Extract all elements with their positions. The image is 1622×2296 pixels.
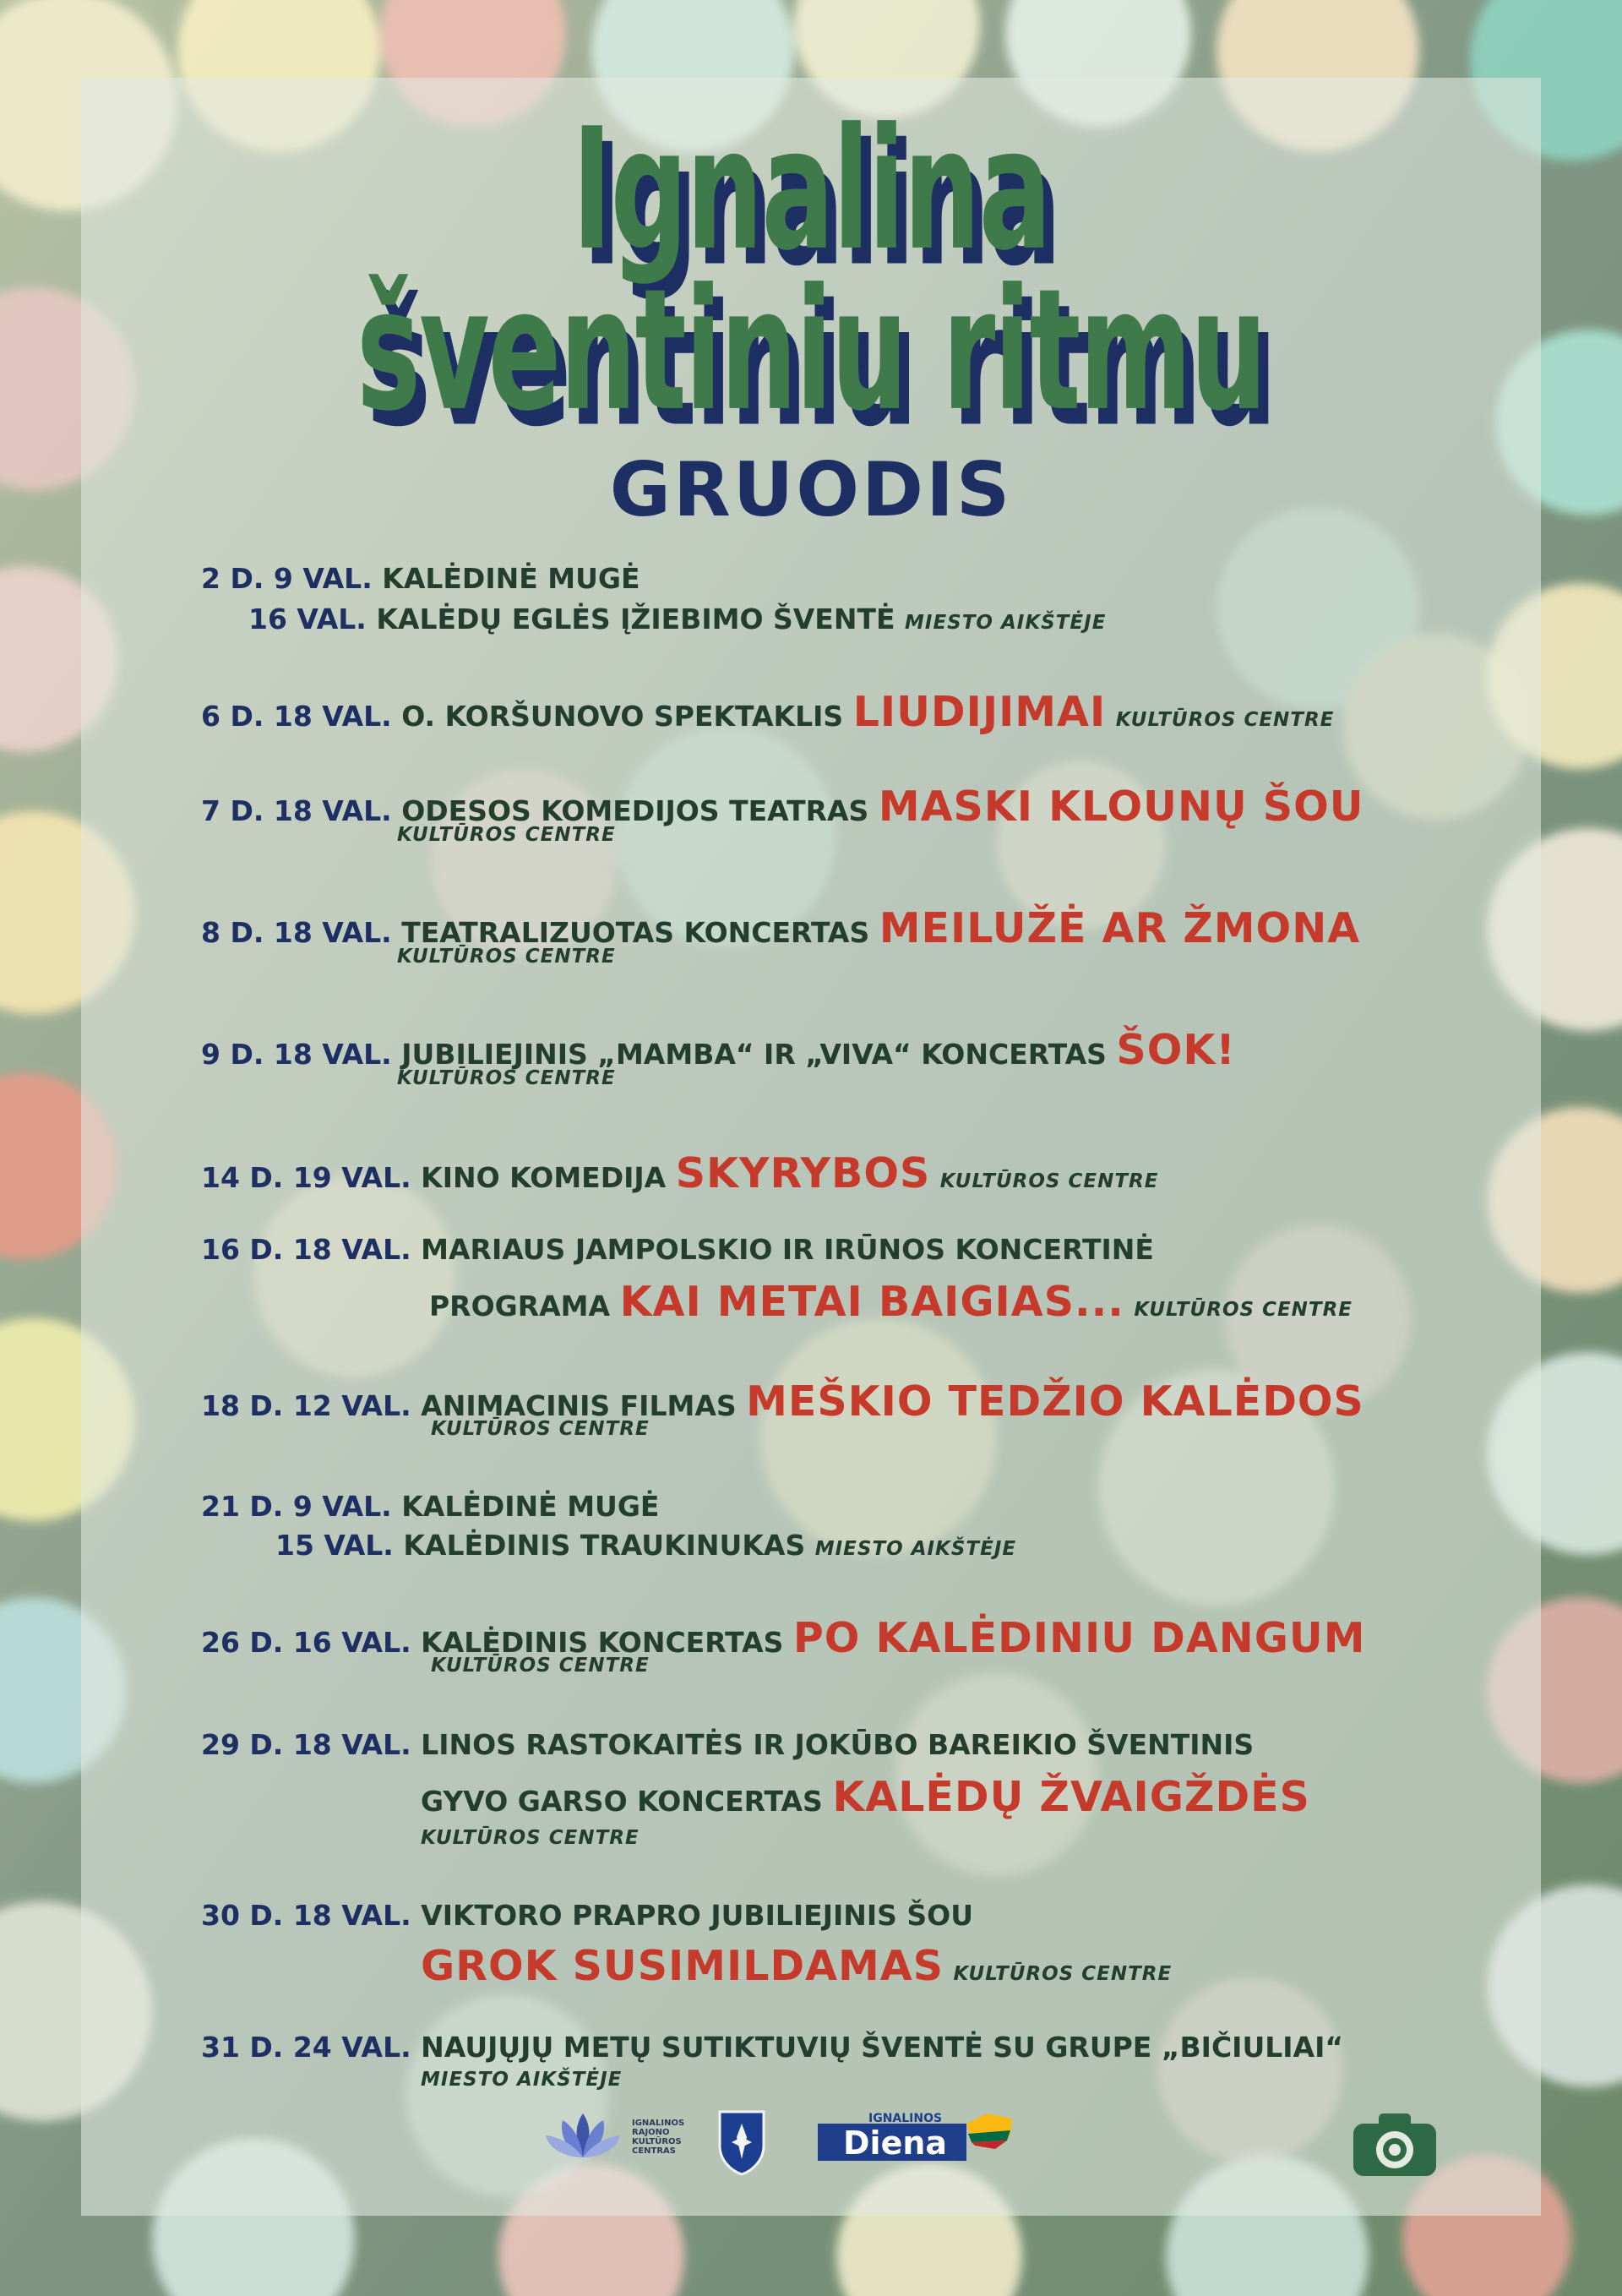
event-location: KULTŪROS CENTRE xyxy=(939,1170,1159,1192)
event-location: KULTŪROS CENTRE xyxy=(431,1655,650,1677)
newspaper-top-label: IGNALINOS xyxy=(868,2112,943,2125)
coat-of-arms-icon xyxy=(716,2108,767,2176)
event-location: KULTŪROS CENTRE xyxy=(397,1067,616,1089)
event-title: MASKI KLOUNŲ ŠOU xyxy=(878,783,1364,831)
event-title: MEILUŽĖ AR ŽMONA xyxy=(879,904,1361,952)
lithuania-map-icon xyxy=(966,2113,1012,2149)
event-row: 21 D. 9 VAL. KALĖDINĖ MUGĖ xyxy=(201,1490,660,1523)
event-location: KULTŪROS CENTRE xyxy=(953,1963,1173,1985)
event-row-continuation xyxy=(421,1942,1173,1990)
event-title: LIUDIJIMAI xyxy=(852,688,1107,736)
event-location: KULTŪROS CENTRE xyxy=(397,946,616,968)
camera-icon xyxy=(1348,2108,1441,2179)
event-row: 29 D. 18 VAL. LINOS RASTOKAITĖS IR JOKŪBO BAREIKIO ŠVENTINIS xyxy=(201,1728,1255,1761)
newspaper-name: Diena xyxy=(843,2124,948,2162)
lotus-logo-icon xyxy=(541,2108,625,2162)
event-title: PO KALĖDINIU DANGUM xyxy=(792,1614,1366,1662)
event-row-continuation: PROGRAMA KAI METAI BAIGIAS... KULTŪROS CENTRE xyxy=(429,1278,1353,1326)
event-location: KULTŪROS CENTRE xyxy=(1134,1299,1353,1321)
title-line-1: Ignalina xyxy=(572,93,1050,288)
event-row: 14 D. 19 VAL. KINO KOMEDIJA SKYRYBOS KULTŪROS CENTRE xyxy=(201,1149,1159,1197)
event-title: KAI METAI BAIGIAS... xyxy=(619,1278,1124,1326)
event-row: 9 D. 18 VAL. JUBILIEJINIS „MAMBA“ IR „VIVA“ KONCERTAS ŠOK! xyxy=(201,1026,1236,1074)
event-row: 18 D. 12 VAL. ANIMACINIS FILMAS MEŠKIO TEDŽIO KALĖDOS xyxy=(201,1377,1364,1426)
title-line-2: šventiniu ritmu xyxy=(357,254,1265,449)
event-row: 15 VAL. KALĖDINIS TRAUKINUKAS MIESTO AIKŠTĖJE xyxy=(275,1529,1017,1562)
event-row: 16 VAL. KALĖDŲ EGLĖS ĮŽIEBIMO ŠVENTĖ MIESTO AIKŠTĖJE xyxy=(248,603,1107,635)
event-row: 26 D. 16 VAL. KALĖDINIS KONCERTAS PO KALĖDINIU DANGUM xyxy=(201,1614,1366,1662)
event-title: ŠOK! xyxy=(1116,1026,1236,1074)
culture-center-name: IGNALINOS RAJONO KULTŪROS CENTRAS xyxy=(632,2119,685,2156)
event-row: 6 D. 18 VAL. O. KORŠUNOVO SPEKTAKLIS LIUDIJIMAI KULTŪROS CENTRE xyxy=(201,688,1335,736)
event-location: KULTŪROS CENTRE xyxy=(431,1418,650,1440)
event-row: 30 D. 18 VAL. VIKTORO PRAPRO JUBILIEJINIS ŠOU xyxy=(201,1899,974,1932)
event-row-continuation: GYVO GARSO KONCERTAS KALĖDŲ ŽVAIGŽDĖS xyxy=(421,1773,1310,1821)
event-row: 16 D. 18 VAL. MARIAUS JAMPOLSKIO IR IRŪNOS KONCERTINĖ xyxy=(201,1233,1154,1266)
event-title: SKYRYBOS xyxy=(675,1149,931,1197)
event-location: KULTŪROS CENTRE xyxy=(421,1827,640,1849)
event-row: 7 D. 18 VAL. ODESOS KOMEDIJOS TEATRAS MASKI KLOUNŲ ŠOU xyxy=(201,783,1364,831)
event-location: MIESTO AIKŠTĖJE xyxy=(814,1538,1017,1560)
event-title: MEŠKIO TEDŽIO KALĖDOS xyxy=(746,1377,1364,1426)
event-location: KULTŪROS CENTRE xyxy=(1115,709,1335,731)
culture-center-logo xyxy=(541,2108,693,2162)
month-heading: GRUODIS xyxy=(609,446,1013,533)
newspaper-logo xyxy=(818,2108,1015,2169)
event-row: 2 D. 9 VAL. KALĖDINĖ MUGĖ xyxy=(201,562,640,595)
event-title: KALĖDŲ ŽVAIGŽDĖS xyxy=(832,1773,1310,1821)
event-row: 8 D. 18 VAL. TEATRALIZUOTAS KONCERTAS MEILUŽĖ AR ŽMONA xyxy=(201,904,1361,952)
event-location: MIESTO AIKŠTĖJE xyxy=(421,2069,623,2091)
event-row: 31 D. 24 VAL. NAUJŲJŲ METŲ SUTIKTUVIŲ ŠVENTĖ SU GRUPE „BIČIULIAI“ xyxy=(201,2031,1344,2064)
event-title: GROK SUSIMILDAMAS xyxy=(421,1942,944,1990)
coat-of-arms xyxy=(716,2108,767,2176)
event-location: KULTŪROS CENTRE xyxy=(397,824,616,846)
event-location: MIESTO AIKŠTĖJE xyxy=(905,612,1107,634)
